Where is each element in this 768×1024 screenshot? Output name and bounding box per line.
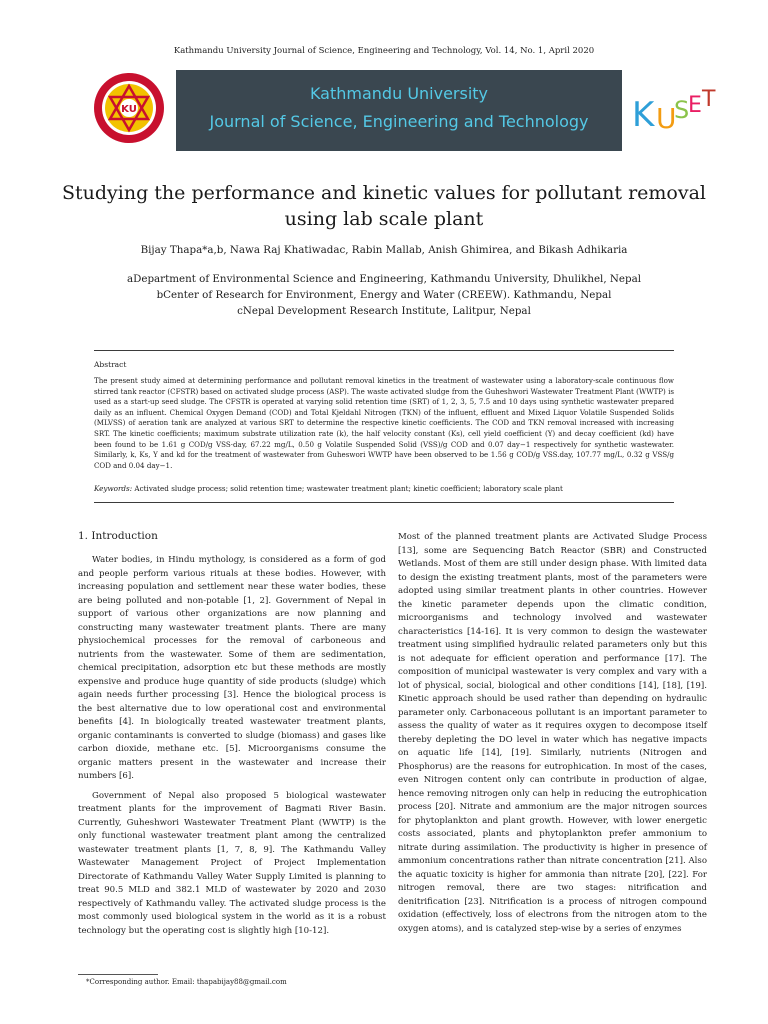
corresponding-author-footnote: *Corresponding author. Email: thapabijay88@gmail.com: [86, 978, 287, 986]
keywords-text: Activated sludge process; solid retention time; wastewater treatment plant; kinetic coefficient; laboratory scale plant: [134, 484, 563, 493]
author-list: Bijay Thapa*a,b, Nawa Raj Khatiwadac, Rabin Mallab, Anish Ghimirea, and Bikash Adhikaria: [140, 244, 628, 256]
keywords-label: Keywords:: [94, 484, 133, 493]
svg-text:E: E: [688, 93, 702, 118]
journal-banner: [176, 70, 622, 151]
footnote-rule: [78, 974, 158, 975]
banner-journal-name: Journal of Science, Engineering and Technology: [209, 112, 589, 131]
svg-text:S: S: [674, 96, 690, 124]
affiliations: [60, 271, 708, 319]
keywords: [94, 484, 674, 493]
svg-text:K: K: [632, 95, 655, 135]
abstract-top-rule: [94, 350, 674, 351]
logo-ku-mark: KU: [121, 104, 137, 115]
abstract-text: The present study aimed at determining performance and pollutant removal kinetics in the treatment of wastewater using a laboratory-scale continuous flow stirred tank reactor (CFSTR) based on activated sludge process (ASP). The waste activated sludge from the Guheshwori Wastewater Treatment Plant (WWTP) is used as a start-up seed sludge. The CFSTR is operated at varying solid retention time (SRT) of 1, 2, 3, 5, 7.5 and 10 days using synthetic wastewater prepared daily as an influent. Chemical Oxygen Demand (COD) and Total Kjeldahl Nitrogen (TKN) of the influent, effluent and Mixed Liquor Volatile Suspended Solids (MLVSS) of aeration tank are analyzed at various SRT to determine the respective kinetic coefficients. The COD and TKN removal increased with increasing SRT. The kinetic coefficients; maximum substrate utilization rate (k), the half velocity constant (Ks), cell yield coefficient (Y) and decay coefficient (kd) have been found to be 1.61 g COD/g VSS·day, 67.22 mg/L, 0.50 g Volatile Suspended Solid (VSS)/g COD and 0.07 day−1 respectively for synthetic wastewater. Similarly, k, Ks, Y and kd for the treatment of wastewater from Guheswori WWTP have been observed to be 1.56 g COD/g VSS.day, 107.77 mg/L, 0.32 g VSS/g COD and 0.04 day−1.: [94, 376, 674, 470]
right-column-paragraph: Most of the planned treatment plants are Activated Sludge Process [13], some are Sequencing Batch Reactor (SBR) and Constructed Wetlands. Most of them are still under design phase. With limited data to design the existing treatment plants, most of the parameters were adopted using similar treatment plants in other countries. However the kinetic parameter depends upon the climatic condition, microorganisms and technology involved and wastewater characteristics [14-16]. It is very common to design the wastewater treatment using simplified hydraulic related parameters only but this is not adequate for efficient operation and performance [17]. The composition of municipal wastewater is very complex and vary with a lot of physical, social, biological and other conditions [14], [18], [19]. Kinetic approach should be used rather than depending on hydraulic parameter only. Carbonaceous pollutant is an important parameter to assess the quality of water as it requires oxygen to decompose itself thereby depleting the DO level in water which has negative impacts on aquatic life [14], [19]. Similarly, nutrients (Nitrogen and Phosphorus) are the reasons for eutrophication. In most of the cases, even Nitrogen content only can contribute in production of algae, hence removing nitrogen only can help in reducing the eutrophication process [20]. Nitrate and ammonium are the major nitrogen sources for phytoplankton and plant growth. However, with lower energetic costs associated, plants and phytoplankton prefer ammonium to nitrate during assimilation. The productivity is higher in presence of ammonium concentrations rather than nitrate concentration [21]. Also the aquatic toxicity is higher for ammonia than nitrate [20], [22]. For nitrogen removal, there are two stages: nitrification and denitrification [23]. Nitrification is a process of nitrogen compound oxidation (effectively, loss of electrons from the nitrogen atom to the oxygen atoms), and is catalyzed step-wise by a series of enzymes: [398, 532, 707, 934]
abstract-bottom-rule: [94, 502, 674, 503]
svg-text:T: T: [702, 87, 716, 112]
intro-paragraph: Water bodies, in Hindu mythology, is considered as a form of god and people perform various rituals at these bodies. However, with increasing population and settlement near these water bodies, these are being polluted and non-potable [1, 2]. Government of Nepal in support of various other organizations are now planning and constructing many wastewater treatment plants. There are many physiochemical processes for the removal of carboneous and nutrients from the wastewater. Some of them are sedimentation, chemical precipitation, adsorption etc but these methods are mostly expensive and produce huge quantity of side products (sludge) which again needs further processing [3]. Hence the biological process is the best alternative due to low operational cost and environmental benefits [4]. In biologically treated wastewater treatment plants, organic contaminants is converted to sludge (biomass) and gases like carbon dioxide, methane etc. [5]. Microorganisms consume the organic matters present in the wastewater and increase their numbers [6].: [78, 555, 386, 781]
left-column: [78, 554, 386, 938]
affiliation-a: aDepartment of Environmental Science and Engineering, Kathmandu University, Dhulikhel, Nepal: [126, 273, 642, 285]
paper-title: Studying the performance and kinetic values for pollutant removal using lab scale plant: [61, 182, 707, 230]
kathmandu-university-logo: [93, 72, 165, 144]
right-column: [398, 531, 707, 936]
section-heading-introduction: 1. Introduction: [78, 530, 158, 542]
logo-kuset-mark: KUSET: [669, 135, 677, 137]
abstract-heading: Abstract: [94, 360, 127, 369]
running-head: Kathmandu University Journal of Science, Engineering and Technology, Vol. 14, No. 1, April 2020: [173, 46, 595, 56]
banner-university-name: Kathmandu University: [309, 84, 489, 103]
svg-text:U: U: [656, 102, 677, 135]
kuset-logo: [628, 82, 718, 138]
intro-paragraph: Government of Nepal also proposed 5 biological wastewater treatment plants for the improvement of Bagmati River Basin. Currently, Guheshwori Wastewater Treatment Plant (WWTP) is the only functional wastewater treatment plant among the centralized wastewater treatment plants [1, 7, 8, 9]. The Kathmandu Valley Wastewater Management Project of Project Implementation Directorate of Kathmandu Valley Water Supply Limited is planning to treat 90.5 MLD and 382.1 MLD of wastewater by 2020 and 2030 respectively of Kathmandu valley. The activated sludge process is the most commonly used biological system in the world as it is a robust technology but the operating cost is slightly high [10-12].: [78, 790, 386, 936]
affiliation-b: bCenter of Research for Environment, Energy and Water (CREEW). Kathmandu, Nepal: [156, 289, 612, 301]
affiliation-c: cNepal Development Research Institute, Lalitpur, Nepal: [237, 305, 531, 317]
